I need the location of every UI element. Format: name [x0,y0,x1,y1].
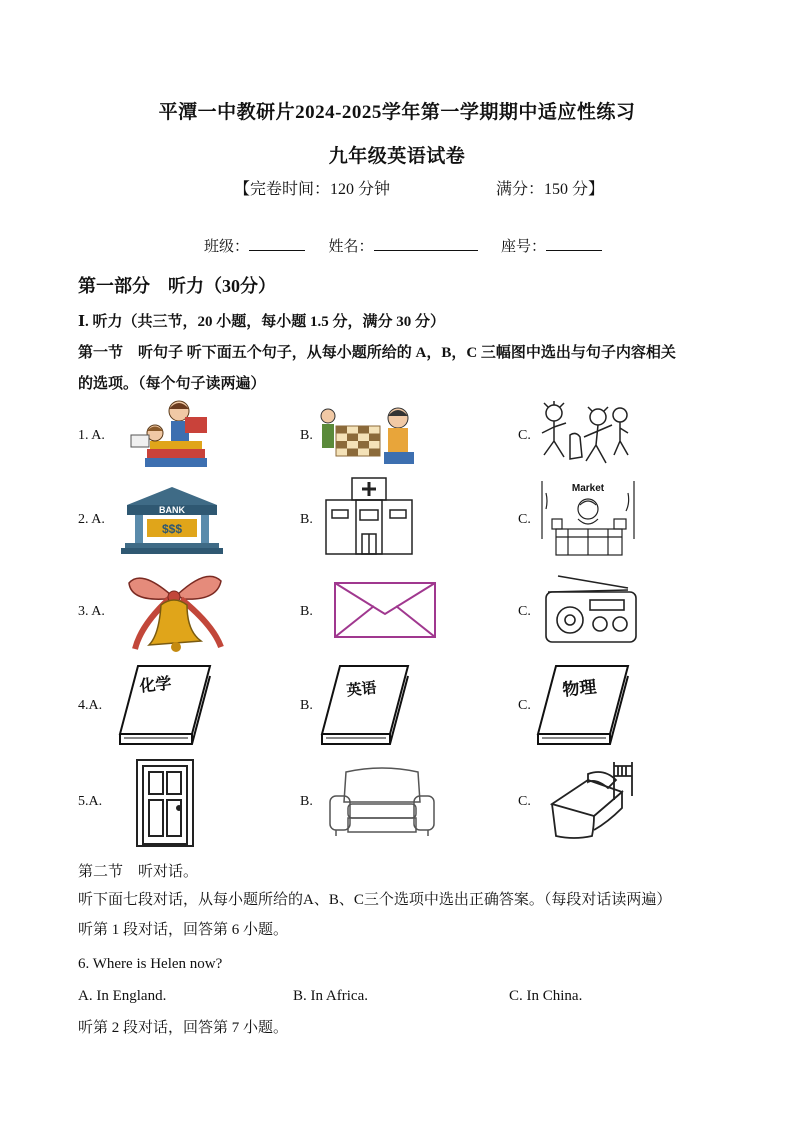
children-running-icon [540,401,632,473]
exam-time: 【完卷时间：120 分钟 [234,181,391,198]
student-info-row [204,235,602,256]
english-book-icon [320,664,410,748]
part1-heading: 第一部分 听力（30分） [78,276,276,296]
envelope-icon [334,582,436,638]
q3-number: 3. A. [78,604,105,619]
q6-option-b[interactable]: B. In Africa. [293,988,368,1004]
bank-sign-text: BANK [159,505,185,515]
children-reading-books-icon [125,397,215,473]
q1-option-b: B. [300,428,313,443]
dialog2-note: 听第 2 段对话，回答第 7 小题。 [78,1020,289,1036]
physics-book-icon [536,664,630,748]
section2-instructions: 听下面七段对话，从每小题所给的A、B、C三个选项中选出正确答案。（每段对话读两遍） [78,892,672,908]
q2-number: 2. A. [78,512,105,527]
name-field[interactable] [374,236,478,251]
market-sign-text: Market [571,483,605,494]
playing-chess-icon [322,402,417,468]
bell-with-bow-icon [121,565,226,657]
bank-money-text: $$$ [161,522,183,536]
radio-icon [542,574,640,646]
seat-label: 座号： [501,239,547,255]
q5-number: 5.A. [78,794,103,809]
english-book-title: 英语 [345,678,378,700]
q1-option-c: C. [518,428,531,443]
q4-option-b: B. [300,698,313,713]
class-field[interactable] [249,236,305,251]
seat-field[interactable] [546,236,602,251]
hospital-building-icon [322,476,417,556]
section1-heading: Ⅰ. 听力（共三节，20 小题，每小题 1.5 分，满分 30 分） [78,314,446,330]
dialog1-note: 听第 1 段对话，回答第 6 小题。 [78,922,289,938]
q1-number: 1. A. [78,428,105,443]
name-label: 姓名： [328,239,374,255]
q2-option-c: C. [518,512,531,527]
bed-icon [548,760,634,842]
door-icon [133,758,197,848]
sub1-instructions-1: 第一节 听句子 听下面五个句子，从每小题所给的 A，B，C 三幅图中选出与句子内容相关 [78,345,676,361]
section2-heading: 第二节 听对话。 [78,864,199,880]
chemistry-book-title: 化学 [138,673,173,696]
q6-option-a[interactable]: A. In England. [78,988,167,1004]
q4-option-c: C. [518,698,531,713]
q6-option-c[interactable]: C. In China. [509,988,583,1004]
q5-option-b: B. [300,794,313,809]
physics-book-title: 物理 [561,677,598,701]
q4-number: 4.A. [78,698,103,713]
exam-title: 平潭一中教研片2024-2025学年第一学期期中适应性练习 [158,102,636,123]
q3-option-b: B. [300,604,313,619]
exam-score: 满分：150 分】 [496,181,605,198]
chemistry-book-icon [116,664,212,748]
exam-subtitle: 九年级英语试卷 [328,146,466,167]
sofa-icon [328,766,436,840]
bank-building-icon [121,485,223,555]
sub1-instructions-2: 的选项。（每个句子读两遍） [78,376,266,392]
market-stall-icon [538,479,638,559]
class-label: 班级： [204,239,250,255]
q3-option-c: C. [518,604,531,619]
q6-question: 6. Where is Helen now? [78,956,223,972]
q5-option-c: C. [518,794,531,809]
q2-option-b: B. [300,512,313,527]
